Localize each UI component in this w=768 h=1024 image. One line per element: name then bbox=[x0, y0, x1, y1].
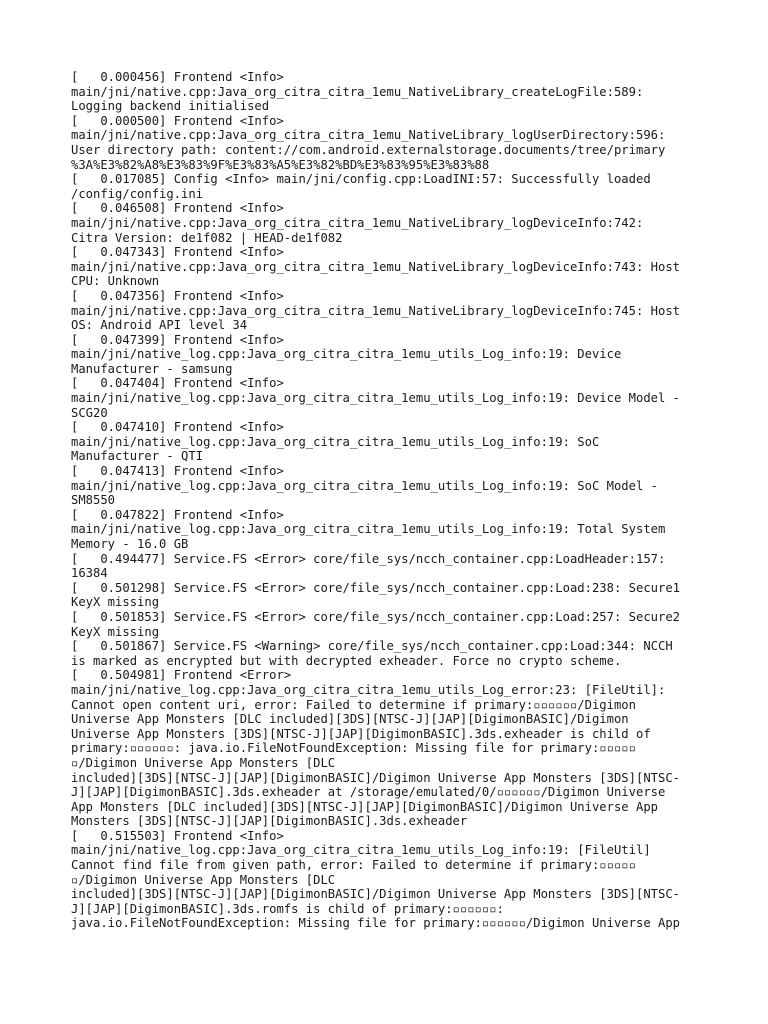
log-line: %3A%E3%82%A8%E3%83%9F%E3%83%A5%E3%82%BD%E3%83%95%E3%83%88 bbox=[71, 157, 490, 172]
log-line: [ 0.047343] Frontend <Info> bbox=[71, 245, 284, 260]
log-line: main/jni/native_log.cpp:Java_org_citra_citra_1emu_utils_Log_info:19: SoC bbox=[71, 434, 600, 449]
log-line: [ 0.000500] Frontend <Info> bbox=[71, 113, 284, 128]
log-line: OS: Android API level 34 bbox=[71, 318, 248, 333]
log-line: ▫/Digimon Universe App Monsters [DLC bbox=[71, 755, 336, 770]
log-line: Manufacturer - samsung bbox=[71, 361, 233, 376]
log-line: CPU: Unknown bbox=[71, 274, 160, 289]
log-line: [ 0.501853] Service.FS <Error> core/file_sys/ncch_container.cpp:Load:257: Secure2 bbox=[71, 609, 681, 624]
log-line: main/jni/native.cpp:Java_org_citra_citra_1emu_NativeLibrary_logDeviceInfo:743: Host bbox=[71, 259, 681, 274]
log-line: J][JAP][DigimonBASIC].3ds.romfs is child of primary:▫▫▫▫▫▫: bbox=[71, 901, 504, 916]
log-line: main/jni/native_log.cpp:Java_org_citra_citra_1emu_utils_Log_info:19: Total System bbox=[71, 522, 666, 537]
log-line: main/jni/native_log.cpp:Java_org_citra_citra_1emu_utils_Log_info:19: [FileUtil] bbox=[71, 843, 651, 858]
log-line: Citra Version: de1f082 | HEAD-de1f082 bbox=[71, 230, 343, 245]
log-line: 16384 bbox=[71, 566, 108, 581]
log-line: [ 0.047399] Frontend <Info> bbox=[71, 332, 284, 347]
log-line: main/jni/native_log.cpp:Java_org_citra_citra_1emu_utils_Log_info:19: Device bbox=[71, 347, 622, 362]
log-line: [ 0.017085] Config <Info> main/jni/config.cpp:LoadINI:57: Successfully loaded bbox=[71, 172, 651, 187]
log-line: main/jni/native.cpp:Java_org_citra_citra_1emu_NativeLibrary_logDeviceInfo:742: bbox=[71, 215, 644, 230]
log-line: Memory - 16.0 GB bbox=[71, 537, 189, 551]
log-line: KeyX missing bbox=[71, 595, 160, 610]
log-line: [ 0.047413] Frontend <Info> bbox=[71, 464, 284, 479]
log-line: main/jni/native.cpp:Java_org_citra_citra_1emu_NativeLibrary_logUserDirectory:596: bbox=[71, 128, 666, 143]
log-line: [ 0.047356] Frontend <Info> bbox=[71, 288, 284, 303]
log-line: Universe App Monsters [3DS][NTSC-J][JAP][DigimonBASIC].3ds.exheader is child of bbox=[71, 726, 651, 741]
log-line: ▫/Digimon Universe App Monsters [DLC bbox=[71, 872, 336, 887]
log-line: User directory path: content://com.android.externalstorage.documents/tree/primary bbox=[71, 142, 666, 157]
log-line: /config/config.ini bbox=[71, 186, 204, 201]
log-line: main/jni/native_log.cpp:Java_org_citra_citra_1emu_utils_Log_error:23: [FileUtil]: bbox=[71, 682, 666, 697]
log-line: main/jni/native_log.cpp:Java_org_citra_citra_1emu_utils_Log_info:19: SoC Model - bbox=[71, 478, 658, 493]
log-line: Logging backend initialised bbox=[71, 99, 270, 114]
log-line: [ 0.501298] Service.FS <Error> core/file_sys/ncch_container.cpp:Load:238: Secure1 bbox=[71, 580, 681, 595]
log-line: [ 0.047822] Frontend <Info> bbox=[71, 507, 284, 522]
log-line: included][3DS][NTSC-J][JAP][DigimonBASIC]/Digimon Universe App Monsters [3DS][NTSC- bbox=[71, 770, 681, 785]
log-line: included][3DS][NTSC-J][JAP][DigimonBASIC]/Digimon Universe App Monsters [3DS][NTSC- bbox=[71, 887, 681, 902]
log-line: main/jni/native.cpp:Java_org_citra_citra_1emu_NativeLibrary_createLogFile:589: bbox=[71, 84, 644, 99]
log-line: Manufacturer - QTI bbox=[71, 449, 204, 464]
log-line: primary:▫▫▫▫▫▫: java.io.FileNotFoundException: Missing file for primary:▫▫▫▫▫ bbox=[71, 741, 636, 756]
log-line: [ 0.000456] Frontend <Info> bbox=[71, 70, 284, 84]
log-line: [ 0.515503] Frontend <Info> bbox=[71, 828, 284, 843]
log-line: Cannot find file from given path, error: Failed to determine if primary:▫▫▫▫▫ bbox=[71, 858, 636, 873]
log-line: [ 0.494477] Service.FS <Error> core/file_sys/ncch_container.cpp:LoadHeader:157: bbox=[71, 551, 666, 566]
log-line: App Monsters [DLC included][3DS][NTSC-J][JAP][DigimonBASIC]/Digimon Universe App bbox=[71, 799, 658, 814]
log-line: [ 0.046508] Frontend <Info> bbox=[71, 201, 284, 216]
log-line: [ 0.047410] Frontend <Info> bbox=[71, 420, 284, 435]
log-line: SCG20 bbox=[71, 405, 108, 420]
log-line: Cannot open content uri, error: Failed to determine if primary:▫▫▫▫▫▫/Digimon bbox=[71, 697, 636, 712]
log-line: main/jni/native.cpp:Java_org_citra_citra_1emu_NativeLibrary_logDeviceInfo:745: Host bbox=[71, 303, 681, 318]
log-line: main/jni/native_log.cpp:Java_org_citra_citra_1emu_utils_Log_info:19: Device Model - bbox=[71, 391, 681, 406]
log-line: Universe App Monsters [DLC included][3DS][NTSC-J][JAP][DigimonBASIC]/Digimon bbox=[71, 712, 629, 727]
log-line: J][JAP][DigimonBASIC].3ds.exheader at /storage/emulated/0/▫▫▫▫▫▫/Digimon Universe bbox=[71, 785, 666, 800]
log-line: java.io.FileNotFoundException: Missing file for primary:▫▫▫▫▫▫/Digimon Universe App bbox=[71, 916, 681, 931]
log-line: [ 0.504981] Frontend <Error> bbox=[71, 668, 292, 683]
log-line: KeyX missing bbox=[71, 624, 160, 639]
log-line: Monsters [3DS][NTSC-J][JAP][DigimonBASIC].3ds.exheader bbox=[71, 814, 468, 829]
log-line: is marked as encrypted but with decrypted exheader. Force no crypto scheme. bbox=[71, 653, 622, 668]
log-line: SM8550 bbox=[71, 493, 116, 508]
log-line: [ 0.501867] Service.FS <Warning> core/file_sys/ncch_container.cpp:Load:344: NCCH bbox=[71, 639, 673, 654]
log-line: [ 0.047404] Frontend <Info> bbox=[71, 376, 284, 391]
log-text-block bbox=[71, 70, 711, 931]
